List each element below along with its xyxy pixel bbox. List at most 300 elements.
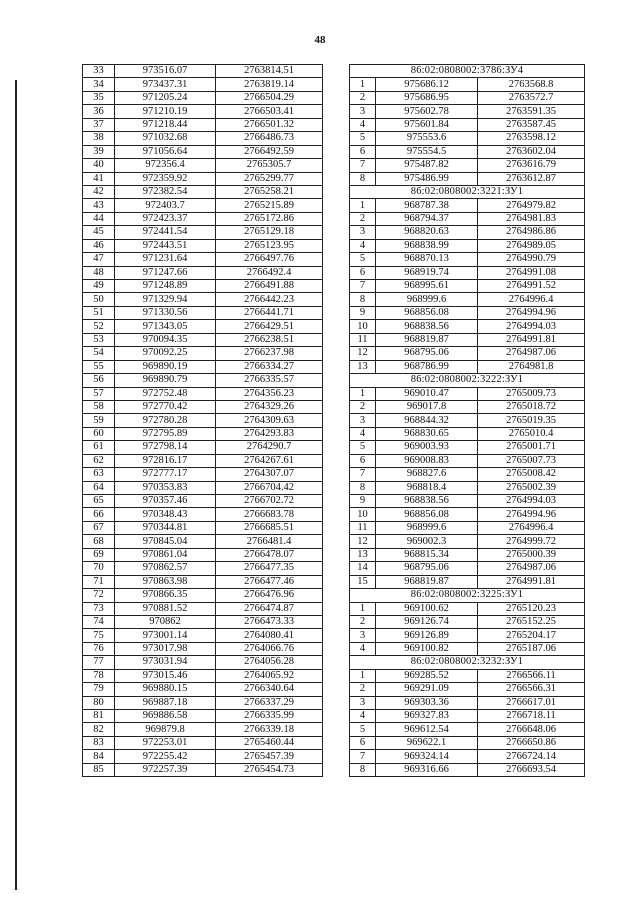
- table-row: [83, 696, 323, 709]
- coordinate-x: 972257.39: [115, 763, 216, 776]
- coordinate-y: 2765457.39: [216, 750, 323, 763]
- coordinate-y: 2765123.95: [216, 239, 323, 252]
- table-row: [350, 199, 585, 212]
- point-number: 50: [83, 293, 115, 306]
- table-row: [83, 508, 323, 521]
- coordinate-x: 969622.1: [376, 736, 478, 749]
- point-number: 45: [83, 226, 115, 239]
- point-number: 54: [83, 347, 115, 360]
- point-number: 8: [350, 293, 376, 306]
- point-number: 4: [350, 239, 376, 252]
- point-number: 62: [83, 454, 115, 467]
- coordinate-x: 969327.83: [376, 710, 478, 723]
- coordinate-y: 2766334.27: [216, 360, 323, 373]
- table-row: [350, 293, 585, 306]
- point-number: 1: [350, 602, 376, 615]
- table-row: [83, 105, 323, 118]
- binding-line: [15, 80, 17, 890]
- coordinate-x: 969126.74: [376, 615, 478, 628]
- point-number: 7: [350, 468, 376, 481]
- table-row: [83, 347, 323, 360]
- point-number: 1: [350, 199, 376, 212]
- table-row: [350, 696, 585, 709]
- point-number: 61: [83, 441, 115, 454]
- coordinate-y: 2766504.29: [216, 91, 323, 104]
- coordinate-y: 2766501.32: [216, 118, 323, 131]
- point-number: 1: [350, 669, 376, 682]
- coordinate-x: 975487.82: [376, 159, 478, 172]
- table-row: [83, 212, 323, 225]
- point-number: 59: [83, 414, 115, 427]
- coordinate-y: 2764994.03: [478, 495, 585, 508]
- coordinate-y: 2765002.39: [478, 481, 585, 494]
- coordinate-x: 973015.46: [115, 669, 216, 682]
- table-row: [83, 454, 323, 467]
- point-number: 78: [83, 669, 115, 682]
- coordinate-y: 2764267.61: [216, 454, 323, 467]
- coordinate-y: 2766491.88: [216, 280, 323, 293]
- coordinate-y: 2764989.05: [478, 239, 585, 252]
- point-number: 5: [350, 132, 376, 145]
- coordinate-x: 970092.25: [115, 347, 216, 360]
- table-row: [350, 320, 585, 333]
- coordinate-y: 2763814.51: [216, 65, 323, 78]
- point-number: 46: [83, 239, 115, 252]
- point-number: 8: [350, 763, 376, 776]
- coordinate-x: 969003.93: [376, 441, 478, 454]
- table-row: [83, 615, 323, 628]
- table-row: [350, 427, 585, 440]
- coordinate-x: 971330.56: [115, 306, 216, 319]
- coordinate-y: 2766335.57: [216, 374, 323, 387]
- coordinate-x: 968838.56: [376, 320, 478, 333]
- coordinate-y: 2766492.59: [216, 145, 323, 158]
- coordinate-x: 968870.13: [376, 253, 478, 266]
- coordinate-x: 969303.36: [376, 696, 478, 709]
- table-row: [83, 427, 323, 440]
- point-number: 63: [83, 468, 115, 481]
- point-number: 7: [350, 750, 376, 763]
- parcel-cadastral-number: 86:02:0808002:3232:ЗУ1: [350, 656, 585, 669]
- table-row: [83, 159, 323, 172]
- coordinate-x: 968786.99: [376, 360, 478, 373]
- table-row: [83, 280, 323, 293]
- table-row: [83, 400, 323, 413]
- parcel-header-row: [350, 65, 585, 78]
- parcel-header-row: [350, 185, 585, 198]
- coordinate-y: 2766477.46: [216, 575, 323, 588]
- coordinate-x: 973437.31: [115, 78, 216, 91]
- point-number: 56: [83, 374, 115, 387]
- coordinate-y: 2764991.52: [478, 280, 585, 293]
- coordinate-x: 972443.51: [115, 239, 216, 252]
- coordinate-x: 968999.6: [376, 521, 478, 534]
- coordinate-x: 969010.47: [376, 387, 478, 400]
- coordinate-x: 972798.14: [115, 441, 216, 454]
- coordinate-x: 968787.38: [376, 199, 478, 212]
- coordinate-x: 975554.5: [376, 145, 478, 158]
- point-number: 11: [350, 333, 376, 346]
- table-row: [350, 669, 585, 682]
- coordinate-y: 2764056.28: [216, 656, 323, 669]
- point-number: 4: [350, 710, 376, 723]
- coordinate-y: 2763591.35: [478, 105, 585, 118]
- coordinate-x: 975602.78: [376, 105, 478, 118]
- point-number: 49: [83, 280, 115, 293]
- point-number: 66: [83, 508, 115, 521]
- coordinate-y: 2766566.11: [478, 669, 585, 682]
- point-number: 52: [83, 320, 115, 333]
- coordinate-y: 2764991.81: [478, 333, 585, 346]
- table-row: [83, 199, 323, 212]
- table-row: [350, 441, 585, 454]
- table-row: [83, 172, 323, 185]
- coordinate-y: 2766617.01: [478, 696, 585, 709]
- point-number: 72: [83, 589, 115, 602]
- coordinate-y: 2764307.07: [216, 468, 323, 481]
- table-row: [350, 508, 585, 521]
- table-row: [83, 468, 323, 481]
- coordinate-x: 970353.83: [115, 481, 216, 494]
- table-row: [83, 602, 323, 615]
- parcel-cadastral-number: 86:02:0808002:3786:ЗУ4: [350, 65, 585, 78]
- table-row: [350, 615, 585, 628]
- point-number: 6: [350, 145, 376, 158]
- parcel-header-row: [350, 589, 585, 602]
- coordinate-y: 2765258.21: [216, 185, 323, 198]
- table-row: [350, 548, 585, 561]
- point-number: 9: [350, 495, 376, 508]
- point-number: 39: [83, 145, 115, 158]
- coordinate-x: 971210.19: [115, 105, 216, 118]
- point-number: 51: [83, 306, 115, 319]
- point-number: 14: [350, 562, 376, 575]
- coordinate-y: 2765000.39: [478, 548, 585, 561]
- coordinate-x: 968856.08: [376, 306, 478, 319]
- table-row: [83, 226, 323, 239]
- coordinate-x: 969126.89: [376, 629, 478, 642]
- coordinate-x: 969100.82: [376, 642, 478, 655]
- coordinate-y: 2766566.31: [478, 683, 585, 696]
- point-number: 2: [350, 91, 376, 104]
- coordinate-x: 972770.42: [115, 400, 216, 413]
- point-number: 3: [350, 696, 376, 709]
- coordinate-y: 2765299.77: [216, 172, 323, 185]
- coordinate-x: 968795.06: [376, 562, 478, 575]
- table-row: [83, 387, 323, 400]
- coordinate-x: 969324.14: [376, 750, 478, 763]
- table-row: [350, 454, 585, 467]
- table-row: [83, 629, 323, 642]
- table-row: [350, 253, 585, 266]
- coordinate-x: 972816.17: [115, 454, 216, 467]
- coordinate-x: 968919.74: [376, 266, 478, 279]
- coordinate-y: 2764996.4: [478, 293, 585, 306]
- point-number: 43: [83, 199, 115, 212]
- coordinate-y: 2764994.96: [478, 306, 585, 319]
- table-row: [83, 736, 323, 749]
- point-number: 13: [350, 548, 376, 561]
- coordinate-y: 2766473.33: [216, 615, 323, 628]
- coordinate-x: 971032.68: [115, 132, 216, 145]
- parcel-cadastral-number: 86:02:0808002:3225:ЗУ1: [350, 589, 585, 602]
- point-number: 68: [83, 535, 115, 548]
- point-number: 55: [83, 360, 115, 373]
- coordinate-x: 971218.44: [115, 118, 216, 131]
- point-number: 13: [350, 360, 376, 373]
- table-row: [83, 145, 323, 158]
- coordinate-x: 971231.64: [115, 253, 216, 266]
- table-row: [83, 253, 323, 266]
- coordinate-y: 2766476.96: [216, 589, 323, 602]
- coordinate-x: 972253.01: [115, 736, 216, 749]
- point-number: 6: [350, 736, 376, 749]
- point-number: 2: [350, 212, 376, 225]
- table-row: [350, 642, 585, 655]
- coordinate-x: 969879.8: [115, 723, 216, 736]
- coordinate-x: 969887.18: [115, 696, 216, 709]
- coordinate-y: 2766497.76: [216, 253, 323, 266]
- coordinate-x: 972441.54: [115, 226, 216, 239]
- coordinate-x: 968794.37: [376, 212, 478, 225]
- table-row: [350, 226, 585, 239]
- point-number: 53: [83, 333, 115, 346]
- coordinate-y: 2765460.44: [216, 736, 323, 749]
- page-number: 48: [314, 34, 326, 46]
- coordinate-y: 2766693.54: [478, 763, 585, 776]
- coordinate-x: 968815.34: [376, 548, 478, 561]
- coordinate-y: 2765454.73: [216, 763, 323, 776]
- coordinate-x: 971329.94: [115, 293, 216, 306]
- point-number: 36: [83, 105, 115, 118]
- coordinates-table-left: [82, 64, 323, 777]
- point-number: 2: [350, 400, 376, 413]
- coordinate-x: 968820.63: [376, 226, 478, 239]
- table-row: [350, 105, 585, 118]
- coordinate-y: 2764080.41: [216, 629, 323, 642]
- point-number: 5: [350, 723, 376, 736]
- coordinate-y: 2764994.03: [478, 320, 585, 333]
- coordinate-y: 2765215.89: [216, 199, 323, 212]
- point-number: 33: [83, 65, 115, 78]
- point-number: 85: [83, 763, 115, 776]
- table-row: [350, 683, 585, 696]
- table-row: [350, 481, 585, 494]
- point-number: 8: [350, 172, 376, 185]
- point-number: 82: [83, 723, 115, 736]
- table-row: [83, 763, 323, 776]
- coordinate-x: 971205.24: [115, 91, 216, 104]
- coordinate-y: 2765129.18: [216, 226, 323, 239]
- coordinate-y: 2765152.25: [478, 615, 585, 628]
- coordinate-x: 970881.52: [115, 602, 216, 615]
- coordinate-x: 969008.83: [376, 454, 478, 467]
- point-number: 73: [83, 602, 115, 615]
- coordinate-y: 2765305.7: [216, 159, 323, 172]
- coordinate-y: 2766340.64: [216, 683, 323, 696]
- coordinate-x: 972777.17: [115, 468, 216, 481]
- table-row: [83, 78, 323, 91]
- coordinate-y: 2766474.87: [216, 602, 323, 615]
- coordinate-y: 2764981.83: [478, 212, 585, 225]
- table-row: [83, 589, 323, 602]
- coordinate-y: 2764066.76: [216, 642, 323, 655]
- coordinate-x: 968830.65: [376, 427, 478, 440]
- point-number: 37: [83, 118, 115, 131]
- table-row: [83, 656, 323, 669]
- table-row: [83, 306, 323, 319]
- point-number: 1: [350, 78, 376, 91]
- point-number: 35: [83, 91, 115, 104]
- coordinate-x: 969100.62: [376, 602, 478, 615]
- coordinate-x: 969291.09: [376, 683, 478, 696]
- coordinate-y: 2766492.4: [216, 266, 323, 279]
- coordinate-y: 2765009.73: [478, 387, 585, 400]
- coordinate-y: 2764987.06: [478, 562, 585, 575]
- coordinate-y: 2763616.79: [478, 159, 585, 172]
- table-row: [83, 374, 323, 387]
- point-number: 11: [350, 521, 376, 534]
- coordinate-x: 968795.06: [376, 347, 478, 360]
- point-number: 60: [83, 427, 115, 440]
- coordinate-x: 975601.84: [376, 118, 478, 131]
- table-row: [350, 750, 585, 763]
- coordinate-x: 969890.79: [115, 374, 216, 387]
- coordinate-y: 2766683.78: [216, 508, 323, 521]
- point-number: 4: [350, 118, 376, 131]
- coordinate-x: 968838.56: [376, 495, 478, 508]
- coordinate-x: 971247.66: [115, 266, 216, 279]
- coordinate-y: 2763819.14: [216, 78, 323, 91]
- coordinate-y: 2766702.72: [216, 495, 323, 508]
- point-number: 69: [83, 548, 115, 561]
- point-number: 6: [350, 266, 376, 279]
- table-row: [350, 145, 585, 158]
- point-number: 4: [350, 427, 376, 440]
- table-row: [83, 185, 323, 198]
- coordinate-y: 2764991.81: [478, 575, 585, 588]
- table-row: [350, 562, 585, 575]
- coordinate-x: 972423.37: [115, 212, 216, 225]
- point-number: 81: [83, 710, 115, 723]
- coordinate-y: 2766442.23: [216, 293, 323, 306]
- coordinate-x: 970348.43: [115, 508, 216, 521]
- table-row: [83, 562, 323, 575]
- coordinate-y: 2764290.7: [216, 441, 323, 454]
- coordinate-x: 968819.87: [376, 333, 478, 346]
- coordinate-x: 969017.8: [376, 400, 478, 413]
- table-row: [83, 535, 323, 548]
- coordinate-y: 2766335.99: [216, 710, 323, 723]
- table-row: [83, 521, 323, 534]
- table-row: [83, 669, 323, 682]
- coordinate-x: 968838.99: [376, 239, 478, 252]
- coordinate-y: 2765019.35: [478, 414, 585, 427]
- table-row: [83, 548, 323, 561]
- coordinate-y: 2766238.51: [216, 333, 323, 346]
- table-row: [83, 495, 323, 508]
- point-number: 4: [350, 642, 376, 655]
- table-row: [83, 239, 323, 252]
- point-number: 2: [350, 615, 376, 628]
- table-row: [350, 91, 585, 104]
- coordinate-y: 2765008.42: [478, 468, 585, 481]
- point-number: 47: [83, 253, 115, 266]
- table-row: [83, 642, 323, 655]
- coordinate-x: 970861.04: [115, 548, 216, 561]
- point-number: 8: [350, 481, 376, 494]
- coordinate-y: 2764979.82: [478, 199, 585, 212]
- coordinate-y: 2766337.29: [216, 696, 323, 709]
- point-number: 3: [350, 414, 376, 427]
- coordinate-y: 2766704.42: [216, 481, 323, 494]
- point-number: 74: [83, 615, 115, 628]
- coordinate-x: 972780.28: [115, 414, 216, 427]
- point-number: 3: [350, 629, 376, 642]
- point-number: 7: [350, 280, 376, 293]
- coordinate-x: 969886.58: [115, 710, 216, 723]
- point-number: 58: [83, 400, 115, 413]
- coordinate-y: 2764329.26: [216, 400, 323, 413]
- parcel-cadastral-number: 86:02:0808002:3221:ЗУ1: [350, 185, 585, 198]
- coordinate-x: 971343.05: [115, 320, 216, 333]
- coordinate-x: 975486.99: [376, 172, 478, 185]
- point-number: 40: [83, 159, 115, 172]
- coordinate-y: 2765001.71: [478, 441, 585, 454]
- point-number: 48: [83, 266, 115, 279]
- point-number: 5: [350, 441, 376, 454]
- coordinate-y: 2766478.07: [216, 548, 323, 561]
- coordinate-y: 2764999.72: [478, 535, 585, 548]
- table-row: [83, 293, 323, 306]
- coordinate-x: 972382.54: [115, 185, 216, 198]
- point-number: 12: [350, 535, 376, 548]
- point-number: 3: [350, 226, 376, 239]
- point-number: 3: [350, 105, 376, 118]
- coordinate-x: 973001.14: [115, 629, 216, 642]
- table-row: [350, 159, 585, 172]
- point-number: 5: [350, 253, 376, 266]
- point-number: 79: [83, 683, 115, 696]
- coordinate-y: 2766718.11: [478, 710, 585, 723]
- table-row: [350, 414, 585, 427]
- table-row: [350, 239, 585, 252]
- table-row: [350, 132, 585, 145]
- table-row: [83, 118, 323, 131]
- table-row: [350, 118, 585, 131]
- point-number: 9: [350, 306, 376, 319]
- coordinate-y: 2766477.35: [216, 562, 323, 575]
- table-row: [83, 360, 323, 373]
- coordinate-y: 2764996.4: [478, 521, 585, 534]
- coordinates-table-right: [349, 64, 585, 777]
- coordinate-x: 970344.81: [115, 521, 216, 534]
- coordinate-y: 2766650.86: [478, 736, 585, 749]
- coordinate-y: 2766486.73: [216, 132, 323, 145]
- coordinate-x: 968995.61: [376, 280, 478, 293]
- coordinate-x: 971056.64: [115, 145, 216, 158]
- coordinate-y: 2764309.63: [216, 414, 323, 427]
- coordinate-x: 968819.87: [376, 575, 478, 588]
- coordinate-y: 2765120.23: [478, 602, 585, 615]
- coordinate-x: 969890.19: [115, 360, 216, 373]
- table-row: [350, 333, 585, 346]
- point-number: 83: [83, 736, 115, 749]
- table-row: [350, 736, 585, 749]
- point-number: 57: [83, 387, 115, 400]
- coordinate-x: 970094.35: [115, 333, 216, 346]
- coordinate-x: 975686.12: [376, 78, 478, 91]
